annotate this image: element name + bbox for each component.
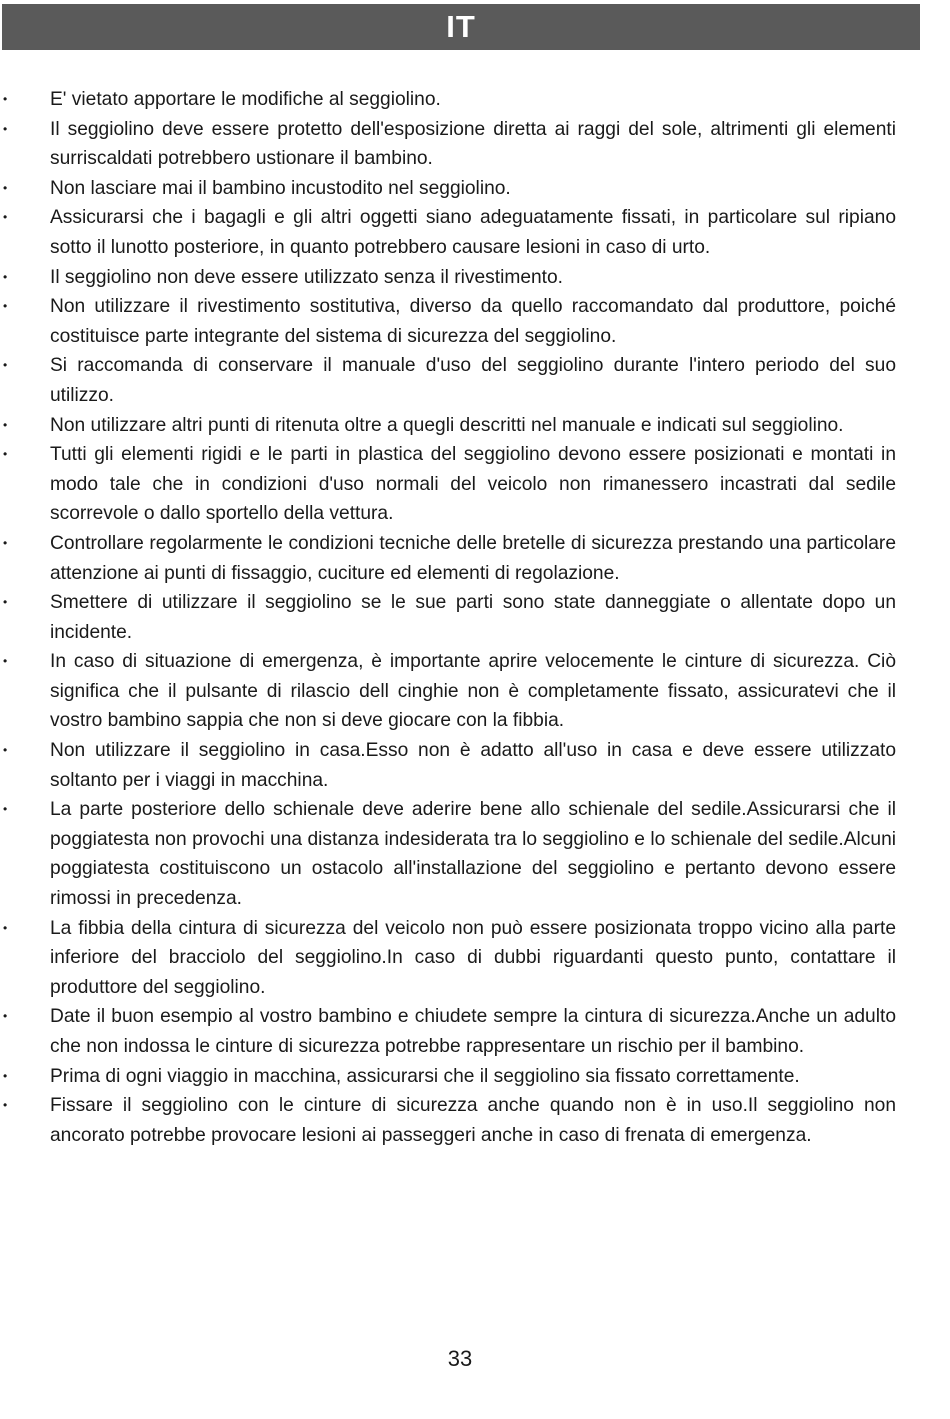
bullet-icon: • bbox=[3, 535, 8, 550]
bullet-icon: • bbox=[3, 92, 8, 106]
bullet-icon: • bbox=[3, 1068, 8, 1083]
list-item-text: In caso di situazione di emergenza, è importante aprire velocemente le cinture di sicurezza. Ciò significa che il pulsante di rilascio dell cinghie non è completamente fissato, assicuratevi che il vostro bambino sappia che non si deve giocare con la fibbia. bbox=[50, 651, 896, 732]
bullet-icon: • bbox=[3, 417, 8, 432]
list-item bbox=[0, 736, 896, 795]
list-item bbox=[0, 115, 896, 174]
safety-rules-section bbox=[0, 85, 896, 1150]
bullet-icon: • bbox=[3, 743, 8, 758]
bullet-icon: • bbox=[3, 1098, 8, 1113]
bullet-icon: • bbox=[3, 358, 8, 373]
safety-rules-list bbox=[0, 85, 896, 1150]
list-item bbox=[0, 795, 896, 913]
bullet-icon: • bbox=[3, 1009, 8, 1024]
list-item bbox=[0, 85, 896, 115]
list-item bbox=[0, 914, 896, 1003]
list-item bbox=[0, 647, 896, 736]
list-item bbox=[0, 1091, 896, 1150]
list-item bbox=[0, 203, 896, 262]
list-item bbox=[0, 292, 896, 351]
list-item-text: Tutti gli elementi rigidi e le parti in plastica del seggiolino devono essere posizionati e montati in modo tale che in condizioni d'uso normali del veicolo non rimanessero incastrati dal sedile scorrevole o dallo sportello della vettura. bbox=[50, 444, 896, 525]
page-number: 33 bbox=[447, 1346, 473, 1371]
bullet-icon: • bbox=[3, 180, 8, 195]
list-item bbox=[0, 440, 896, 529]
list-item-text: Prima di ogni viaggio in macchina, assicurarsi che il seggiolino sia fissato correttamente. bbox=[50, 1065, 800, 1087]
list-item-text: Non utilizzare il seggiolino in casa.Esso non è adatto all'uso in casa e deve essere utilizzato soltanto per i viaggi in macchina. bbox=[50, 740, 896, 791]
bullet-icon: • bbox=[3, 447, 8, 462]
bullet-icon: • bbox=[3, 269, 8, 284]
list-item bbox=[0, 174, 896, 204]
list-item bbox=[0, 1062, 896, 1092]
bullet-icon: • bbox=[3, 121, 8, 136]
list-item bbox=[0, 1002, 896, 1061]
list-item-text: Assicurarsi che i bagagli e gli altri oggetti siano adeguatamente fissati, in particolare sul ripiano sotto il lunotto posteriore, in quanto potrebbero causare lesioni in caso di urto. bbox=[50, 207, 896, 258]
list-item-text: Il seggiolino non deve essere utilizzato senza il rivestimento. bbox=[50, 266, 564, 288]
language-header bbox=[2, 4, 920, 50]
list-item-text: La parte posteriore dello schienale deve aderire bene allo schienale del sedile.Assicurarsi che il poggiatesta non provochi una distanza indesiderata tra lo seggiolino e lo schienale del sedile.Alcuni poggiatesta costituiscono un ostacolo all'installazione del seggiolino e pertanto devono essere rimossi in precedenza. bbox=[50, 799, 896, 910]
bullet-icon: • bbox=[3, 654, 8, 669]
bullet-icon: • bbox=[3, 299, 8, 314]
list-item bbox=[0, 411, 896, 441]
list-item-text: Date il buon esempio al vostro bambino e chiudete sempre la cintura di sicurezza.Anche un adulto che non indossa le cinture di sicurezza potrebbe rappresentare un rischio per il bambino. bbox=[50, 1006, 896, 1057]
list-item-text: Non utilizzare il rivestimento sostitutiva, diverso da quello raccomandato dal produttore, poiché costituisce parte integrante del sistema di sicurezza del seggiolino. bbox=[50, 296, 896, 347]
bullet-icon: • bbox=[3, 920, 8, 935]
bullet-icon: • bbox=[3, 595, 8, 610]
list-item-text: La fibbia della cintura di sicurezza del veicolo non può essere posizionata troppo vicino alla parte inferiore del bracciolo del seggiolino.In caso di dubbi riguardanti questo punto, contattare il produttore del seggiolino. bbox=[50, 917, 896, 998]
bullet-icon: • bbox=[3, 210, 8, 225]
list-item-text: Non utilizzare altri punti di ritenuta oltre a quegli descritti nel manuale e indicati sul seggiolino. bbox=[50, 414, 844, 436]
list-item-text: Fissare il seggiolino con le cinture di sicurezza anche quando non è in uso.Il seggiolino non ancorato potrebbe provocare lesioni ai passeggeri anche in caso di frenata di emergenza. bbox=[50, 1095, 896, 1146]
list-item-text: Si raccomanda di conservare il manuale d'uso del seggiolino durante l'intero periodo del suo utilizzo. bbox=[50, 355, 896, 406]
list-item-text: Non lasciare mai il bambino incustodito nel seggiolino. bbox=[50, 177, 511, 199]
list-item-text: Il seggiolino deve essere protetto dell'esposizione diretta ai raggi del sole, altrimenti gli elementi surriscaldati potrebbero ustionare il bambino. bbox=[50, 118, 896, 170]
list-item bbox=[0, 529, 896, 588]
list-item bbox=[0, 263, 896, 293]
language-code: IT bbox=[446, 9, 476, 44]
list-item-text: Controllare regolarmente le condizioni tecniche delle bretelle di sicurezza prestando una particolare attenzione ai punti di fissaggio, cuciture ed elementi di regolazione. bbox=[50, 532, 896, 584]
list-item-text: Smettere di utilizzare il seggiolino se le sue parti sono state danneggiate o allentate dopo un incidente. bbox=[50, 592, 896, 643]
bullet-icon: • bbox=[3, 802, 8, 817]
list-item bbox=[0, 588, 896, 647]
list-item-text: E' vietato apportare le modifiche al seggiolino. bbox=[50, 89, 441, 110]
list-item bbox=[0, 351, 896, 410]
